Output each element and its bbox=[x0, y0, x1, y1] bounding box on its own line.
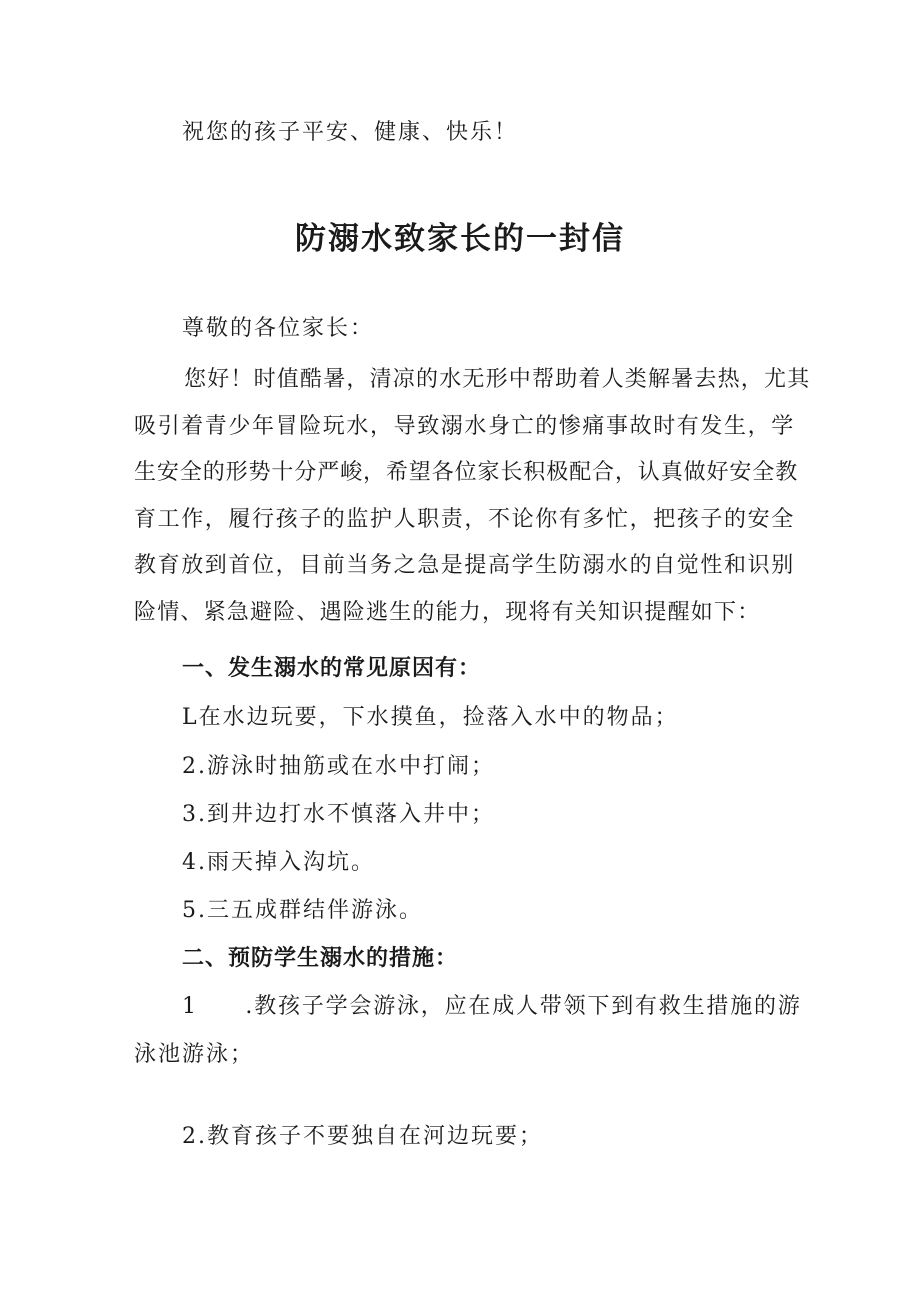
intro-line: 险情、紧急避险、遇险逃生的能力，现将有关知识提醒如下： bbox=[134, 599, 761, 625]
intro-line: 您好！时值酷暑，清凉的水无形中帮助着人类解暑去热，尤其 bbox=[184, 367, 811, 392]
section-heading-causes: 一、发生溺水的常见原因有： bbox=[182, 656, 482, 681]
cause-item: 3.到井边打水不慎落入井中； bbox=[182, 802, 495, 827]
cause-item: 2.游泳时抽筋或在水中打闹； bbox=[182, 754, 495, 779]
intro-line: 吸引着青少年冒险玩水，导致溺水身亡的惨痛事故时有发生，学 bbox=[134, 413, 795, 439]
intro-line: 育工作，履行孩子的监护人职责，不论你有多忙，把孩子的安全 bbox=[134, 506, 795, 532]
page-title: 防溺水致家长的一封信 bbox=[295, 221, 625, 257]
intro-paragraph bbox=[134, 357, 811, 637]
prevention-item: 1 .教孩子学会游泳，应在成人带领下到有救生措施的游 bbox=[182, 994, 802, 1019]
cause-item: L在水边玩要，下水摸鱼，捡落入水中的物品； bbox=[182, 705, 679, 730]
section-heading-prevention: 二、预防学生溺水的措施： bbox=[182, 946, 459, 971]
prevention-item-continuation: 泳池游泳； bbox=[134, 1042, 255, 1067]
cause-item: 5.三五成群结伴游泳。 bbox=[182, 898, 423, 923]
intro-line: 生安全的形势十分严峻，希望各位家长积极配合，认真做好安全教 bbox=[134, 460, 799, 486]
closing-wish: 祝您的孩子平安、健康、快乐！ bbox=[182, 120, 519, 145]
salutation: 尊敬的各位家长： bbox=[182, 316, 375, 341]
cause-item: 4.雨天掉入沟坑。 bbox=[182, 850, 375, 875]
prevention-item: 2.教育孩子不要独自在河边玩要； bbox=[182, 1124, 543, 1149]
intro-line: 教育放到首位，目前当务之急是提高学生防溺水的自觉性和识别 bbox=[134, 553, 795, 579]
